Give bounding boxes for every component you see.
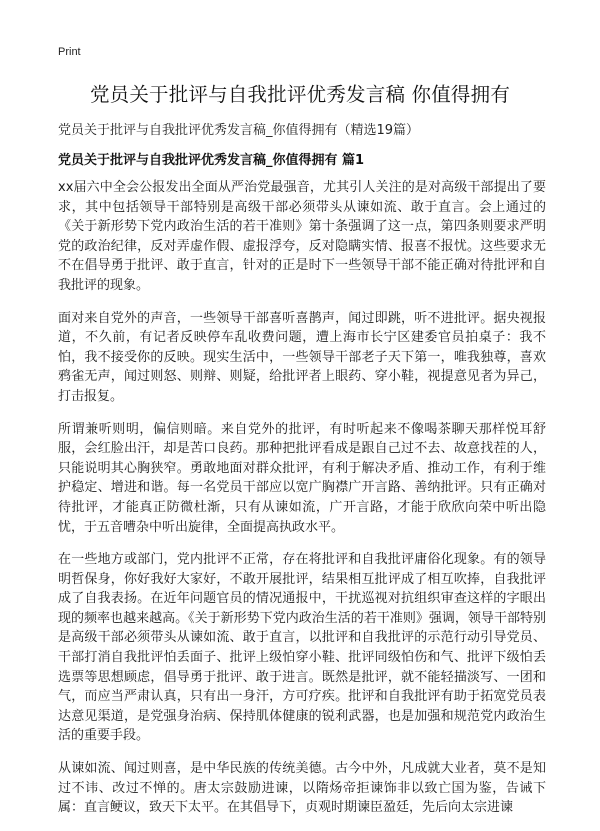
print-link[interactable]: Print [58,46,81,58]
article-subtitle: 党员关于批评与自我批评优秀发言稿_你值得拥有（精选19篇） [58,123,420,138]
paragraph: xx届六中全会公报发出全面从严治党最强音，尤其引人关注的是对高级干部提出了要求，其中包括领导干部特别是高级干部必须带头从谏如流、敢于直言。会上通过的《关于新形势下党内政治生活的若干准则》第十条强调了这一点，第四条则要求严明党的政治纪律，反对弄虚作假、虚报浮夸，反对隐瞒实情、报喜不报忧。这些要求无不在倡导勇于批评、敢于直言，针对的正是时下一些领导干部不能正确对待批评和自我批评的现象。 [58,180,546,293]
article-body [58,178,546,831]
paragraph: 所谓兼听则明，偏信则暗。来自党外的批评，有时听起来不像喝茶聊天那样悦耳舒服，会红脸出汗，却是苦口良药。那种把批评看成是跟自己过不去、故意找茬的人，只能说明其心胸狭窄。勇敢地面对群众批评，有利于解决矛盾、推动工作，有利于维护稳定、增进和谐。每一名党员干部应以宽广胸襟广开言路、善纳批评。只有正确对待批评，才能真正防微杜渐，只有从谏如流，广开言路，才能于欣欣向荣中听出隐忧，于五音嘈杂中听出旋律，全面提高执政水平。 [58,421,546,535]
page-title: 党员关于批评与自我批评优秀发言稿 你值得拥有 [89,83,511,106]
section-heading: 党员关于批评与自我批评优秀发言稿_你值得拥有 篇1 [58,153,365,168]
paragraph: 在一些地方或部门，党内批评不正常，存在将批评和自我批评庸俗化现象。有的领导明哲保身，你好我好大家好，不敢开展批评，结果相互批评成了相互吹捧，自我批评成了自我表扬。在近年问题官员的情况通报中，干扰巡视对抗组织审查这样的字眼出现的频率也越来越高。《关于新形势下党内政治生活的若干准则》强调，领导干部特别是高级干部必须带头从谏如流、敢于直言，以批评和自我批评的示范行动引导党员、干部打消自我批评怕丢面子、批评上级怕穿小鞋、批评同级怕伤和气、批评下级怕丢选票等思想顾虑，倡导勇于批评、敢于进言。既然是批评，就不能轻描淡写、一团和气，而应当严肃认真，只有出一身汗，方可疗疾。批评和自我批评有助于拓宽党员表达意见渠道，是党强身治病、保持肌体健康的锐利武器，也是加强和规范党内政治生活的重要手段。 [58,552,546,744]
paragraph: 从谏如流、闻过则喜，是中华民族的传统美德。古今中外，凡成就大业者，莫不是知过不讳、改过不惮的。唐太宗鼓励进谏，以隋炀帝拒谏饰非以致亡国为鉴，告诫下属：直言鲠议，致天下太平。在其倡导下，贞观时期谏臣盈廷，先后向太宗进谏 [58,761,546,816]
paragraph: 面对来自党外的声音，一些领导干部喜听喜鹊声，闻过即跳，听不进批评。据央视报道，不久前，有记者反映停车乱收费问题，遭上海市长宁区建委官员拍桌子：我不怕，我不接受你的反映。现实生活中，一些领导干部老子天下第一，唯我独尊，喜欢鸦雀无声，闻过则怒、则辩、则疑，给批评者上眼药、穿小鞋，视提意见者为异己，打击报复。 [58,310,546,404]
